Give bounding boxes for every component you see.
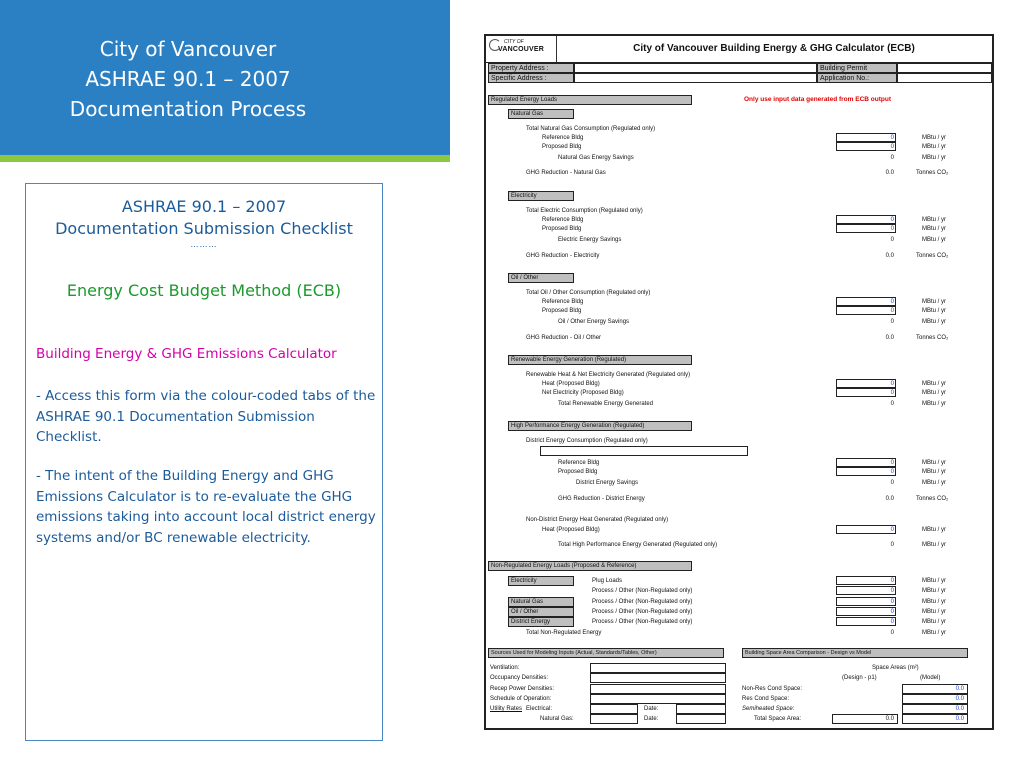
slide-title bbox=[0, 34, 376, 124]
application-no-label: Application No.: bbox=[817, 73, 897, 83]
el-savings-label: Electric Energy Savings bbox=[558, 237, 622, 243]
space-res-label: Res Cond Space: bbox=[742, 696, 790, 702]
checklist-title bbox=[26, 196, 382, 240]
el-prop-unit: MBtu / yr bbox=[922, 226, 947, 232]
logo-text: VANCOUVER bbox=[498, 46, 545, 53]
src-schedule-label: Schedule of Operation: bbox=[490, 696, 552, 702]
nr-total-label: Total Non-Regulated Energy bbox=[526, 630, 602, 636]
checklist-title-line-1: ASHRAE 90.1 – 2007 bbox=[121, 197, 287, 216]
natural-gas-label: Natural Gas bbox=[508, 109, 574, 119]
nr-row-1-desc: Plug Loads bbox=[592, 578, 623, 584]
nr-row-5-desc: Process / Other (Non-Regulated only) bbox=[592, 619, 693, 625]
space-model-total-value: 0.0 bbox=[955, 716, 964, 722]
hp-ref-label: Reference Bldg bbox=[558, 460, 600, 466]
space-design-total-value: 0.0 bbox=[885, 716, 894, 722]
hp-ref-value: 0 bbox=[890, 460, 894, 466]
el-prop-label: Proposed Bldg bbox=[542, 226, 582, 232]
oil-savings-unit: MBtu / yr bbox=[922, 319, 947, 325]
oil-savings-label: Oil / Other Energy Savings bbox=[558, 319, 630, 325]
el-total-label: Total Electric Consumption (Regulated only) bbox=[526, 208, 643, 214]
ng-ref-label: Reference Bldg bbox=[542, 135, 584, 141]
el-prop-value: 0 bbox=[890, 226, 894, 232]
nr-row-3-unit: MBtu / yr bbox=[922, 599, 947, 605]
nr-electricity-tag: Electricity bbox=[508, 576, 574, 586]
ng-savings-unit: MBtu / yr bbox=[922, 155, 947, 161]
nr-total-value: 0 bbox=[890, 630, 894, 636]
access-paragraph: - Access this form via the colour-coded tabs of the ASHRAE 90.1 Documentation Submission Checklist. bbox=[36, 388, 376, 445]
oil-label: Oil / Other bbox=[508, 273, 574, 283]
el-savings-value: 0 bbox=[890, 237, 894, 243]
hp-ref-unit: MBtu / yr bbox=[922, 460, 947, 466]
nr-natural-gas-tag: Natural Gas bbox=[508, 597, 574, 607]
nr-total-unit: MBtu / yr bbox=[922, 630, 947, 636]
nr-row-5-value: 0 bbox=[890, 619, 894, 625]
ng-prop-unit: MBtu / yr bbox=[922, 144, 947, 150]
oil-ghg-label: GHG Reduction - Oil / Other bbox=[526, 335, 602, 341]
src-occupancy-field[interactable] bbox=[590, 673, 726, 683]
src-date-2-label: Date: bbox=[644, 716, 659, 722]
ng-prop-label: Proposed Bldg bbox=[542, 144, 582, 150]
src-ventilation-label: Ventilation: bbox=[490, 665, 520, 671]
regulated-loads-header: Regulated Energy Loads bbox=[488, 95, 692, 105]
ng-ref-value: 0 bbox=[890, 135, 894, 141]
src-electrical-field[interactable] bbox=[590, 704, 638, 714]
building-permit-label: Building Permit bbox=[817, 63, 897, 73]
src-natural-gas-field[interactable] bbox=[590, 714, 638, 724]
src-recep-field[interactable] bbox=[590, 684, 726, 694]
space-area-header: Building Space Area Comparison - Design vs Model bbox=[742, 648, 968, 658]
calculator-form bbox=[484, 34, 994, 730]
el-ghg-unit: Tonnes CO₂ bbox=[916, 253, 949, 259]
hp-heat-value: 0 bbox=[890, 527, 894, 533]
src-recep-label: Recep Power Densities: bbox=[490, 686, 555, 692]
form-title: City of Vancouver Building Energy & GHG Calculator (ECB) bbox=[633, 43, 915, 54]
space-design-label: (Design - p1) bbox=[842, 675, 877, 681]
hp-prop-unit: MBtu / yr bbox=[922, 469, 947, 475]
calculator-heading: Building Energy & GHG Emissions Calculator bbox=[36, 346, 337, 362]
hp-savings-label: District Energy Savings bbox=[576, 480, 639, 486]
nr-oil-tag: Oil / Other bbox=[508, 607, 574, 617]
oil-ghg-unit: Tonnes CO₂ bbox=[916, 335, 949, 341]
electricity-label: Electricity bbox=[508, 191, 574, 201]
ren-sum-unit: MBtu / yr bbox=[922, 401, 947, 407]
description-panel bbox=[25, 183, 383, 741]
ng-ghg-label: GHG Reduction - Natural Gas bbox=[526, 170, 606, 176]
input-note: Only use input data generated from ECB output bbox=[744, 96, 891, 103]
hp-heat-label: Heat (Proposed Bldg) bbox=[542, 527, 600, 533]
space-model-nonres-value: 0.0 bbox=[955, 686, 964, 692]
sources-header: Sources Used for Modeling Inputs (Actual, Standards/Tables, Other) bbox=[488, 648, 724, 658]
el-ref-value: 0 bbox=[890, 217, 894, 223]
checklist-title-line-2: Documentation Submission Checklist bbox=[55, 219, 353, 238]
ren-total-label: Renewable Heat & Net Electricity Generated (Regulated only) bbox=[526, 372, 691, 378]
ren-heat-label: Heat (Proposed Bldg) bbox=[542, 381, 600, 387]
nr-row-2-desc: Process / Other (Non-Regulated only) bbox=[592, 588, 693, 594]
hp-district-field[interactable] bbox=[540, 446, 748, 456]
ng-ghg-unit: Tonnes CO₂ bbox=[916, 170, 949, 176]
slide-title-line-2: ASHRAE 90.1 – 2007 bbox=[85, 67, 291, 91]
space-semi-label: Semiheated Space: bbox=[742, 706, 795, 712]
specific-address-field[interactable] bbox=[574, 73, 817, 83]
space-nonres-label: Non-Res Cond Space: bbox=[742, 686, 803, 692]
src-occupancy-label: Occupancy Densities: bbox=[490, 675, 549, 681]
nr-row-3-value: 0 bbox=[890, 599, 894, 605]
oil-prop-value: 0 bbox=[890, 308, 894, 314]
ng-ghg-value: 0.0 bbox=[885, 170, 894, 176]
src-ventilation-field[interactable] bbox=[590, 663, 726, 673]
src-electrical-label: Electrical: bbox=[526, 706, 553, 712]
el-ref-label: Reference Bldg bbox=[542, 217, 584, 223]
dotted-separator: ……… bbox=[190, 240, 218, 249]
src-date-1-field[interactable] bbox=[676, 704, 726, 714]
oil-ref-unit: MBtu / yr bbox=[922, 299, 947, 305]
nr-row-4-unit: MBtu / yr bbox=[922, 609, 947, 615]
space-total-label: Total Space Area: bbox=[754, 716, 802, 722]
slide-title-line-3: Documentation Process bbox=[69, 97, 307, 121]
hp-ghg-unit: Tonnes CO₂ bbox=[916, 496, 949, 502]
nr-row-4-desc: Process / Other (Non-Regulated only) bbox=[592, 609, 693, 615]
property-address-label: Property Address : bbox=[488, 63, 574, 73]
src-date-2-field[interactable] bbox=[676, 714, 726, 724]
space-model-label: (Model) bbox=[920, 675, 941, 681]
el-ghg-value: 0.0 bbox=[885, 253, 894, 259]
slide-title-line-1: City of Vancouver bbox=[99, 37, 277, 61]
nr-row-3-desc: Process / Other (Non-Regulated only) bbox=[592, 599, 693, 605]
space-areas-label: Space Areas (m²) bbox=[872, 665, 919, 671]
nr-row-5-unit: MBtu / yr bbox=[922, 619, 947, 625]
application-no-field[interactable] bbox=[897, 73, 992, 83]
non-regulated-header: Non-Regulated Energy Loads (Proposed & Reference) bbox=[488, 561, 692, 571]
ng-savings-value: 0 bbox=[890, 155, 894, 161]
src-schedule-field[interactable] bbox=[590, 694, 726, 704]
oil-ref-label: Reference Bldg bbox=[542, 299, 584, 305]
src-date-1-label: Date: bbox=[644, 706, 659, 712]
nr-row-2-value: 0 bbox=[890, 588, 894, 594]
space-model-semi-value: 0.0 bbox=[955, 706, 964, 712]
hp-total-label: Total High Performance Energy Generated (Regulated only) bbox=[558, 542, 718, 548]
nr-district-tag: District Energy bbox=[508, 617, 574, 627]
banner-accent-stripe bbox=[0, 155, 450, 162]
space-model-res-value: 0.0 bbox=[955, 696, 964, 702]
building-permit-field[interactable] bbox=[897, 63, 992, 73]
property-address-field[interactable] bbox=[574, 63, 817, 73]
oil-ref-value: 0 bbox=[890, 299, 894, 305]
specific-address-label: Specific Address : bbox=[488, 73, 574, 83]
src-utility-label: Utility Rates bbox=[490, 706, 523, 712]
hp-prop-value: 0 bbox=[890, 469, 894, 475]
ren-heat-value: 0 bbox=[890, 381, 894, 387]
oil-total-label: Total Oil / Other Consumption (Regulated only) bbox=[526, 290, 651, 296]
ren-elec-value: 0 bbox=[890, 390, 894, 396]
hp-ghg-label: GHG Reduction - District Energy bbox=[558, 496, 645, 502]
el-ref-unit: MBtu / yr bbox=[922, 217, 947, 223]
renewable-label: Renewable Energy Generation (Regulated) bbox=[508, 355, 692, 365]
nr-row-2-unit: MBtu / yr bbox=[922, 588, 947, 594]
oil-savings-value: 0 bbox=[890, 319, 894, 325]
hp-heat-unit: MBtu / yr bbox=[922, 527, 947, 533]
hp-total-unit: MBtu / yr bbox=[922, 542, 947, 548]
nr-row-4-value: 0 bbox=[890, 609, 894, 615]
logo-small-text: CITY OF bbox=[504, 39, 524, 45]
el-savings-unit: MBtu / yr bbox=[922, 237, 947, 243]
hp-total-value: 0 bbox=[890, 542, 894, 548]
oil-prop-label: Proposed Bldg bbox=[542, 308, 582, 314]
hp-ghg-value: 0.0 bbox=[885, 496, 894, 502]
intent-paragraph: - The intent of the Building Energy and GHG Emissions Calculator is to re-evaluate the GHG emissions taking into account local district energy systems and/or BC renewable electricity. bbox=[36, 468, 376, 546]
hp-savings-value: 0 bbox=[890, 480, 894, 486]
hp-district-label: District Energy Consumption (Regulated only) bbox=[526, 438, 648, 444]
oil-prop-unit: MBtu / yr bbox=[922, 308, 947, 314]
ng-total-label: Total Natural Gas Consumption (Regulated only) bbox=[526, 126, 656, 132]
el-ghg-label: GHG Reduction - Electricity bbox=[526, 253, 600, 259]
ren-elec-unit: MBtu / yr bbox=[922, 390, 947, 396]
hp-prop-label: Proposed Bldg bbox=[558, 469, 598, 475]
ng-prop-value: 0 bbox=[890, 144, 894, 150]
ng-savings-label: Natural Gas Energy Savings bbox=[558, 155, 634, 161]
ng-ref-unit: MBtu / yr bbox=[922, 135, 947, 141]
ren-sum-label: Total Renewable Energy Generated bbox=[558, 401, 654, 407]
ren-sum-value: 0 bbox=[890, 401, 894, 407]
oil-ghg-value: 0.0 bbox=[885, 335, 894, 341]
nr-row-1-unit: MBtu / yr bbox=[922, 578, 947, 584]
method-heading: Energy Cost Budget Method (ECB) bbox=[66, 281, 342, 300]
src-natural-gas-label: Natural Gas: bbox=[540, 716, 574, 722]
ren-heat-unit: MBtu / yr bbox=[922, 381, 947, 387]
high-performance-label: High Performance Energy Generation (Regulated) bbox=[508, 421, 692, 431]
ren-elec-label: Net Electricity (Proposed Bldg) bbox=[542, 390, 624, 396]
hp-nondistrict-label: Non-District Energy Heat Generated (Regulated only) bbox=[526, 517, 669, 523]
hp-savings-unit: MBtu / yr bbox=[922, 480, 947, 486]
city-logo bbox=[486, 36, 557, 62]
nr-row-1-value: 0 bbox=[890, 578, 894, 584]
